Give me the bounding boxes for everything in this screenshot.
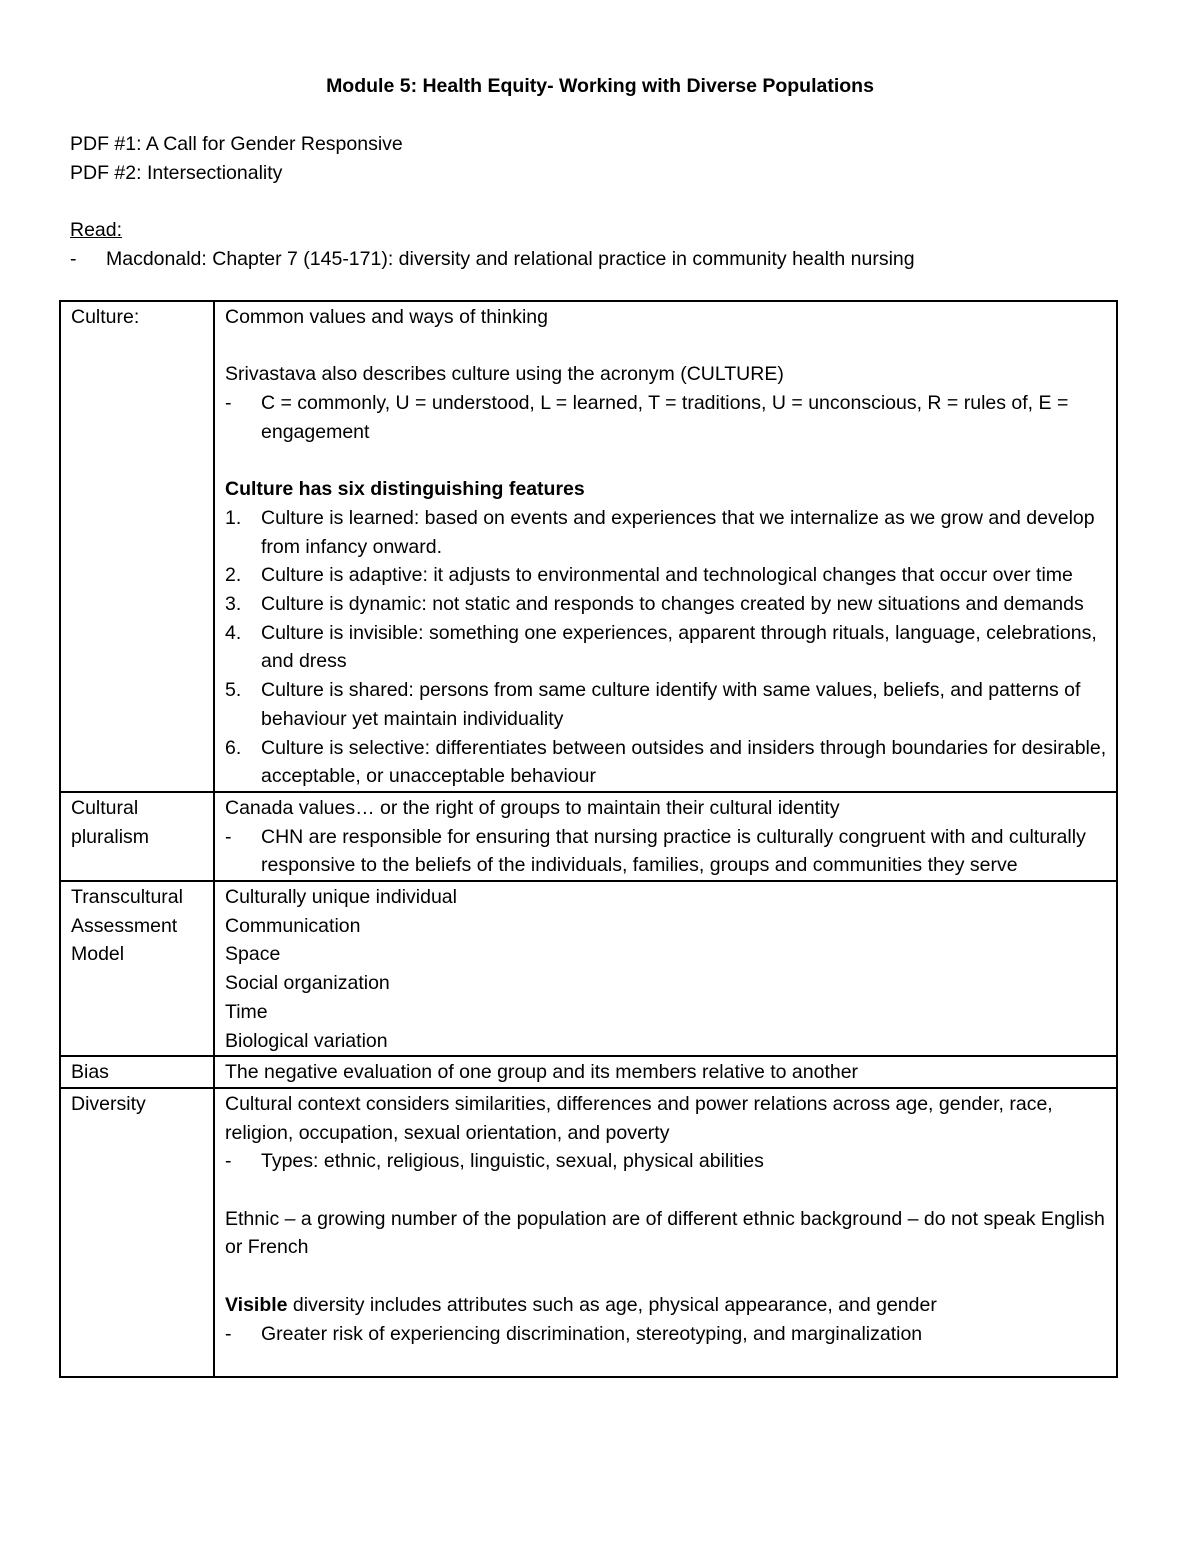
- page-title: Module 5: Health Equity- Working with Diverse Populations: [326, 75, 874, 97]
- term-transcultural-model: Transcultural Assessment Model: [60, 881, 214, 1056]
- list-item: [225, 823, 1108, 880]
- pdf-2: PDF #2: Intersectionality: [70, 161, 283, 184]
- model-item: Time: [225, 1000, 268, 1023]
- diversity-line: Cultural context considers similarities, differences and power relations across age, gender, race, religion, occupation, sexual orientation, and poverty: [225, 1092, 1053, 1144]
- diversity-types: Types: ethnic, religious, linguistic, sexual, physical abilities: [261, 1150, 764, 1173]
- table-row: [60, 301, 1117, 792]
- term-cultural-pluralism: Cultural pluralism: [60, 792, 214, 881]
- definition-diversity: [214, 1088, 1117, 1377]
- model-item: Communication: [225, 914, 361, 937]
- list-item: [225, 734, 1108, 791]
- feature-text: Culture is selective: differentiates between outsides and insiders through boundaries for desirable, acceptable, or unacceptable behaviour: [261, 736, 1107, 788]
- culture-line: Common values and ways of thinking: [225, 306, 548, 328]
- number-marker: 4.: [225, 621, 242, 644]
- model-item: Space: [225, 943, 281, 966]
- definition-bias: The negative evaluation of one group and its members relative to another: [214, 1056, 1117, 1088]
- term-diversity: Diversity: [60, 1088, 214, 1377]
- number-marker: 6.: [225, 736, 242, 759]
- dash-marker: -: [225, 825, 232, 848]
- reading-item: [70, 245, 915, 274]
- number-marker: 1.: [225, 506, 242, 529]
- list-item: [225, 676, 1108, 733]
- table-row: [60, 1088, 1117, 1377]
- list-item: [225, 619, 1108, 676]
- visible-bold: Visible: [225, 1293, 288, 1316]
- dash-marker: -: [70, 247, 77, 270]
- pdf-1: PDF #1: A Call for Gender Responsive: [70, 133, 403, 155]
- features-heading: Culture has six distinguishing features: [225, 478, 585, 501]
- pdf-list: [70, 130, 403, 187]
- list-item: [225, 1320, 1108, 1349]
- feature-text: Culture is learned: based on events and experiences that we internalize as we grow and develop from infancy onward.: [261, 506, 1095, 558]
- culture-acronym: C = commonly, U = understood, L = learned, T = traditions, U = unconscious, R = rules of, E = engagement: [261, 392, 1069, 443]
- table-row: [60, 881, 1117, 1056]
- definition-culture: [214, 301, 1117, 792]
- list-item: [225, 1147, 1108, 1176]
- number-marker: 2.: [225, 564, 242, 587]
- definition-transcultural-model: [214, 881, 1117, 1056]
- feature-text: Culture is adaptive: it adjusts to environmental and technological changes that occur over time: [261, 564, 1073, 587]
- feature-text: Culture is dynamic: not static and responds to changes created by new situations and demands: [261, 593, 1084, 615]
- number-marker: 3.: [225, 593, 242, 615]
- model-item: Social organization: [225, 972, 390, 995]
- list-item: [225, 504, 1108, 561]
- number-marker: 5.: [225, 679, 242, 702]
- feature-text: Culture is invisible: something one experiences, apparent through rituals, language, celebrations, and dress: [261, 621, 1097, 673]
- dash-marker: -: [225, 1322, 232, 1345]
- diversity-visible: [225, 1291, 1108, 1320]
- table-row: [60, 1056, 1117, 1088]
- dash-marker: -: [225, 1150, 232, 1173]
- table-row: [60, 792, 1117, 881]
- list-item: [225, 561, 1108, 590]
- pluralism-line: Canada values… or the right of groups to maintain their cultural identity: [225, 796, 840, 819]
- pluralism-bullet: CHN are responsible for ensuring that nursing practice is culturally congruent with and culturally responsive to the beliefs of the individuals, families, groups and communities they serve: [261, 825, 1086, 877]
- visible-rest: diversity includes attributes such as age, physical appearance, and gender: [287, 1293, 937, 1316]
- model-item: Culturally unique individual: [225, 886, 457, 909]
- term-culture: Culture:: [60, 301, 214, 792]
- model-item: Biological variation: [225, 1029, 388, 1052]
- reading-section: [70, 216, 915, 273]
- read-label: Read:: [70, 219, 123, 241]
- term-bias: Bias: [60, 1056, 214, 1088]
- diversity-risk: Greater risk of experiencing discrimination, stereotyping, and marginalization: [261, 1322, 923, 1345]
- definition-cultural-pluralism: [214, 792, 1117, 881]
- diversity-ethnic: Ethnic – a growing number of the population are of different ethnic background – do not speak English or French: [225, 1207, 1105, 1259]
- list-item: [225, 590, 1108, 619]
- dash-marker: -: [225, 392, 232, 415]
- list-item: [225, 389, 1108, 446]
- culture-acronym-intro: Srivastava also describes culture using the acronym (CULTURE): [225, 363, 784, 386]
- notes-table: [59, 300, 1118, 1378]
- reading-item-text: Macdonald: Chapter 7 (145-171): diversity and relational practice in community health nursing: [106, 247, 915, 270]
- feature-text: Culture is shared: persons from same culture identify with same values, beliefs, and patterns of behaviour yet maintain individuality: [261, 679, 1081, 730]
